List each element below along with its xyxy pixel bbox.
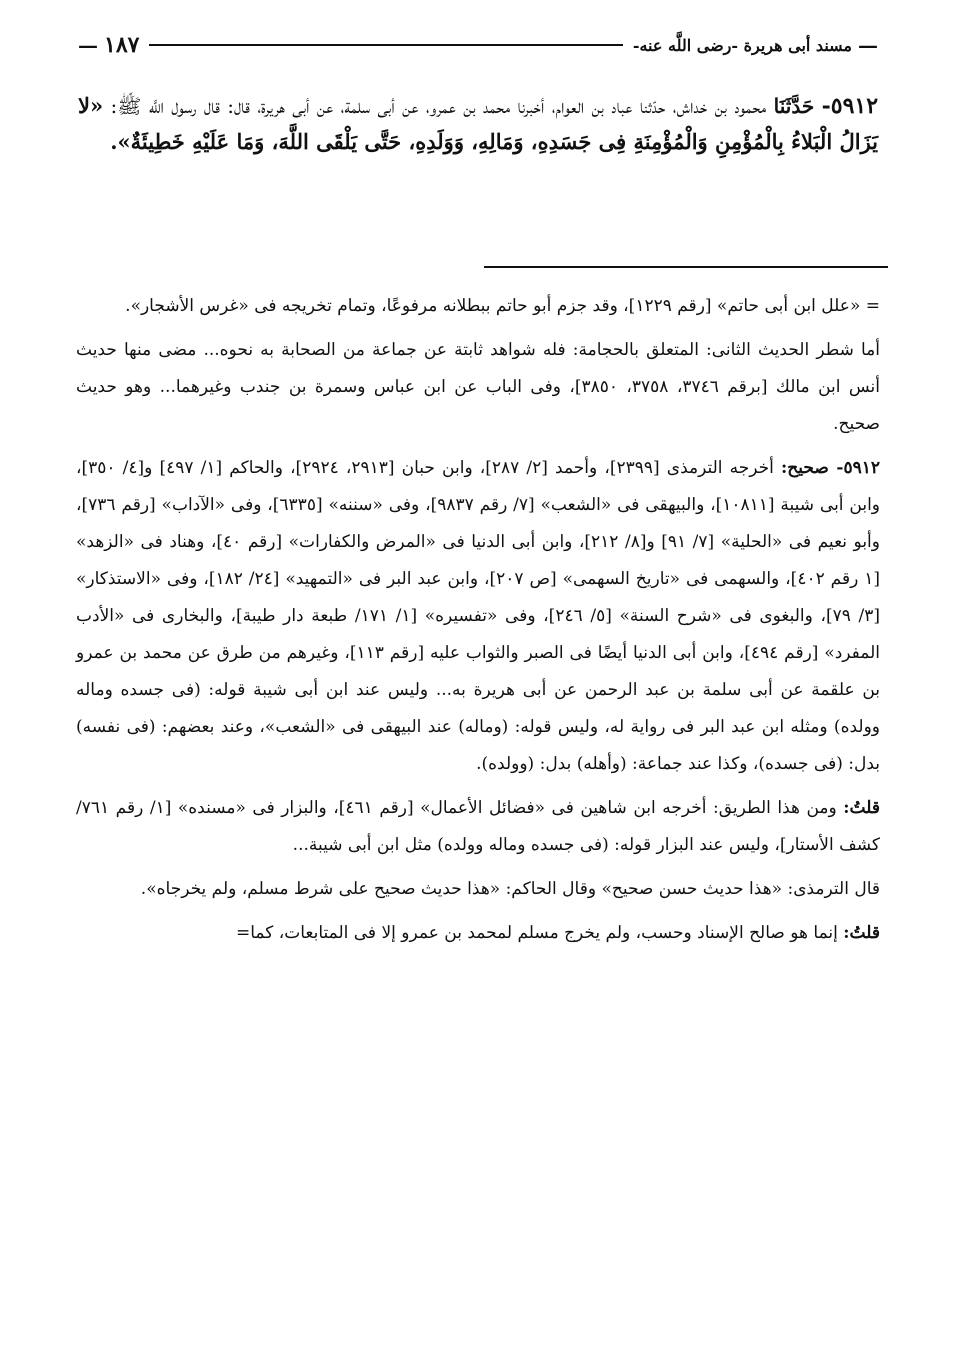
- running-title: مسند أبى هريرة -رضى اللَّه عنه-: [632, 35, 852, 55]
- qultu-label: قلتُ:: [843, 923, 880, 943]
- qultu-text: ومن هذا الطريق: أخرجه ابن شاهين فى «فضائل الأعمال» [رقم ٤٦١]، والبزار فى «مسنده» [١/ رقم ٧٦١/ كشف الأستار]، وليس عند البزار قوله: (فى جسده وماله وولده) مثل ابن أبى شيبة...: [76, 798, 880, 855]
- qultu-label: قلتُ:: [843, 798, 880, 818]
- hadith-number: ٥٩١٢-: [821, 93, 879, 119]
- footnote-separator: [484, 266, 888, 268]
- hadith-lead: حَدَّثَنَا: [773, 94, 815, 118]
- header-rule: [149, 44, 622, 46]
- footnote-paragraph: قال الترمذى: «هذا حديث حسن صحيح» وقال الحاكم: «هذا حديث صحيح على شرط مسلم، ولم يخرجاه».: [140, 879, 880, 899]
- hadith-matn: «لا يَزَالُ الْبَلاءُ بِالْمُؤْمِنِ وَالْمُؤْمِنَةِ فِى جَسَدِهِ، وَمَالِهِ، وَوَلَدِهِ، حَتَّى يَلْقَى اللَّهَ، وَمَا عَلَيْهِ خَطِيئَةٌ».: [78, 93, 878, 154]
- footnote-paragraph: = «علل ابن أبى حاتم» [رقم ١٢٢٩]، وقد جزم أبو حاتم ببطلانه مرفوعًا، وتمام تخريجه فى «غرس الأشجار».: [125, 296, 880, 316]
- page-number-dash: —: [78, 33, 98, 57]
- hadith-text: [78, 88, 878, 160]
- footnote-paragraph: [76, 915, 880, 952]
- page-number: ١٨٧: [104, 32, 140, 58]
- footnotes: [76, 288, 880, 959]
- takhrij-label: ٥٩١٢- صحيح:: [781, 458, 881, 478]
- running-header: [78, 30, 878, 60]
- hadith-isnad: محمود بن خداش، حدّثنا عباد بن العوام، أخبرنا محمد بن عمرو، عن أبى سلمة، عن أبى هريرة، قال: قال رسول اللَّه ﷺ:: [103, 94, 774, 118]
- footnote-paragraph: [76, 450, 880, 783]
- header-dash: —: [858, 33, 878, 57]
- footnote-paragraph: [76, 790, 880, 864]
- footnote-paragraph: أما شطر الحديث الثانى: المتعلق بالحجامة: فله شواهد ثابتة عن جماعة من الصحابة به نحوه... مضى منها حديث أنس ابن مالك [برقم ٣٧٤٦، ٣٧٥٨، ٣٨٥٠]، وفى الباب عن ابن عباس وسمرة بن جندب وغيرهما... وهو حديث صحيح.: [76, 340, 881, 434]
- takhrij-text: أخرجه الترمذى [٢٣٩٩]، وأحمد [٢/ ٢٨٧]، وابن حبان [٢٩١٣، ٢٩٢٤]، والحاكم [١/ ٤٩٧] و[٤/ ٣٥٠]، وابن أبى شيبة [١٠٨١١]، والبيهقى فى «الشعب» [٧/ رقم ٩٨٣٧]، وفى «سننه» [٦٣٣٥]، وفى «الآداب» [رقم ٧٣٦]، وأبو نعيم فى «الحلية» [٧/ ٩١] و[٨/ ٢١٢]، وابن أبى الدنيا فى «المرض والكفارات» [رقم ٤٠]، وهناد فى «الزهد» [١ رقم ٤٠٢]، والسهمى فى «تاريخ السهمى» [ص ٢٠٧]، وابن عبد البر فى «التمهيد» [٢٤/ ١٨٢]، وفى «الاستذكار» [٣/ ٧٩]، والبغوى فى «شرح السنة» [٥/ ٢٤٦]، وفى «تفسيره» [١/ ١٧١/ طبعة دار طيبة]، والبخارى فى «الأدب المفرد» [رقم ٤٩٤]، وابن أبى الدنيا أيضًا فى الصبر والثواب عليه [رقم ١١٣]، وغيرهم من طرق عن محمد بن عمرو بن علقمة عن أبى سلمة بن عبد الرحمن عن أبى هريرة به... وليس عند ابن أبى شيبة قوله: (فى جسده وماله وولده) ومثله ابن عبد البر فى رواية له، وليس قوله: (وماله) عند البيهقى فى «الشعب»، وعند بعضهم: (فى نفسه) بدل: (فى جسده)، وكذا عند جماعة: (وأهله) بدل: (وولده).: [76, 458, 881, 774]
- qultu-text: إنما هو صالح الإسناد وحسب، ولم يخرج مسلم لمحمد بن عمرو إلا فى المتابعات، كما=: [235, 923, 844, 943]
